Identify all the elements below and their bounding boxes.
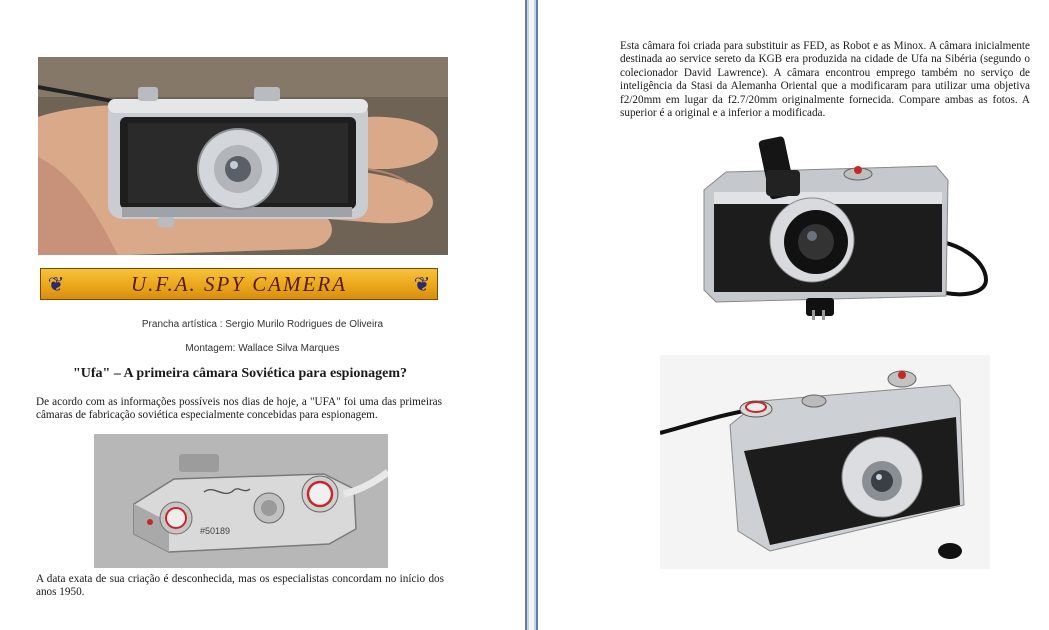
left-ornament-icon: ❦ (47, 272, 65, 296)
modified-camera-photo (660, 355, 990, 569)
original-camera-photo (686, 130, 1002, 320)
article-heading: "Ufa" – A primeira câmara Soviética para espionagem? (73, 366, 407, 381)
camera-in-hand-photo (38, 57, 448, 255)
right-page (538, 0, 1049, 630)
montage-credit: Montagem: Wallace Silva Marques (185, 343, 340, 354)
engraved-serial: #50189 (200, 526, 231, 536)
history-paragraph: Esta câmara foi criada para substituir as FED, as Robot e as Minox. A câmara inicialmente destinada ao service sereto da KGB era produzida na cidade de Ufa na Sibéria (segundo o colecionador David Lawrence). A câmara encontrou emprego também no serviço de inteligência da Stasi da Alemanha Oriental que a modificaram para utilizar uma objetiva f2/20mm em lugar da f2.7/20mm originalmente fornecida. Compare ambas as fotos. A superior é a original e a inferior a modificada. (620, 40, 1030, 120)
camera-top-plate-photo (94, 434, 388, 568)
intro-paragraph: De acordo com as informações possíveis nos dias de hoje, a "UFA" foi uma das primeiras câmaras de fabricação soviética especialmente concebidas para espionagem. (36, 396, 442, 422)
page-gutter (525, 0, 538, 630)
banner-title: U.F.A. SPY CAMERA (130, 271, 348, 296)
artistic-credit: Prancha artística : Sergio Murilo Rodrigues de Oliveira (141, 319, 384, 330)
right-ornament-icon: ❦ (413, 272, 431, 296)
title-banner (40, 268, 438, 300)
date-paragraph: A data exata de sua criação é desconhecida, mas os especialistas concordam no início dos anos 1950. (36, 573, 444, 599)
